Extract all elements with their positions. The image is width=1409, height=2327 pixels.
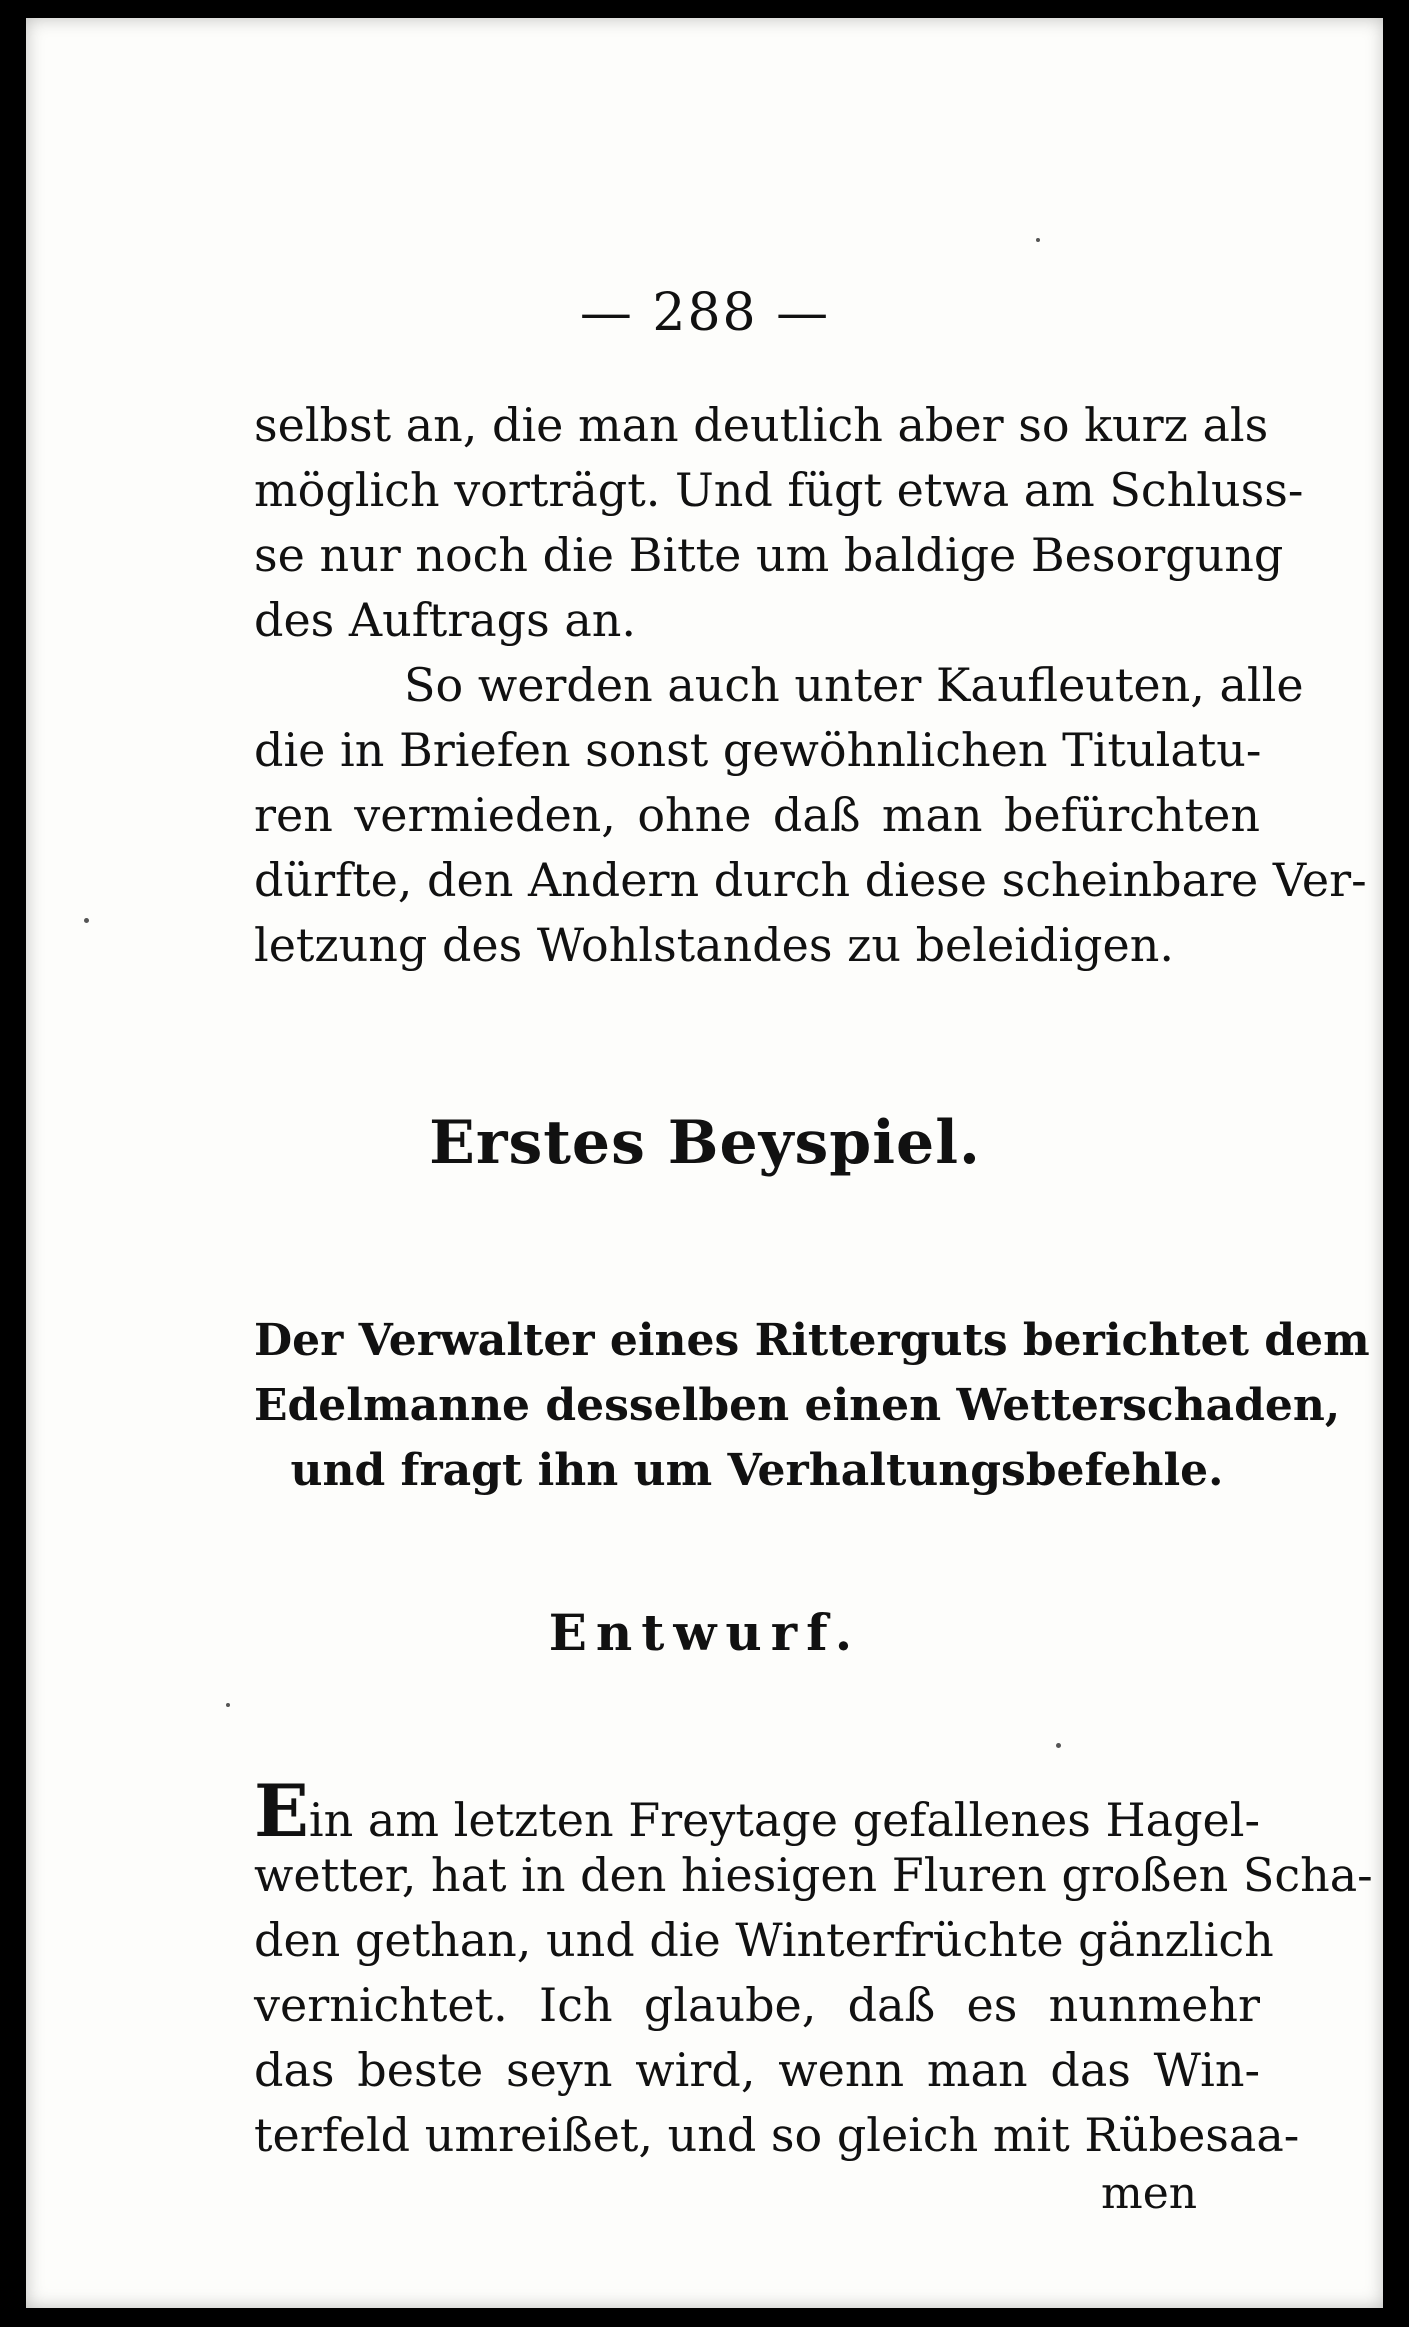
letter-body	[254, 1768, 1373, 2168]
text-line: möglich vorträgt. Und fügt etwa am Schluss-	[254, 463, 1304, 517]
text-line: terfeld umreißet, und so gleich mit Rübesaa-	[254, 2108, 1300, 2162]
text-line	[254, 1768, 1260, 1853]
paper-speck	[226, 1703, 230, 1707]
text-line: vernichtet. Ich glaube, daß es nunmehr	[254, 1978, 1260, 2032]
scan-border	[1383, 0, 1409, 2327]
text-line: die in Briefen sonst gewöhnlichen Titulatu-	[254, 723, 1262, 777]
letter-subject	[254, 1308, 1370, 1503]
subject-line: Der Verwalter eines Ritterguts berichtet dem	[254, 1315, 1370, 1366]
book-page	[26, 18, 1384, 2308]
text-line: So werden auch unter Kaufleuten, alle	[404, 658, 1304, 712]
page-number: — 288 —	[579, 283, 831, 343]
paragraph-1	[254, 393, 1304, 653]
paragraph-2	[254, 653, 1367, 978]
text-line: dürfte, den Andern durch diese scheinbare Ver-	[254, 853, 1367, 907]
text-line: wetter, hat in den hiesigen Fluren großen Scha-	[254, 1848, 1373, 1902]
subject-line: und fragt ihn um Verhaltungsbefehle.	[290, 1445, 1224, 1496]
text-line: das beste seyn wird, wenn man das Win-	[254, 2043, 1260, 2097]
paper-speck	[84, 918, 89, 923]
text-line: selbst an, die man deutlich aber so kurz als	[254, 398, 1269, 452]
drop-cap: E	[254, 1768, 309, 1853]
catchword: men	[1101, 2168, 1198, 2219]
paper-speck	[1036, 238, 1040, 242]
text-line: ren vermieden, ohne daß man befürchten	[254, 788, 1260, 842]
example-heading: Erstes Beyspiel.	[429, 1108, 981, 1178]
draft-heading: Entwurf.	[548, 1603, 862, 1662]
text-line: se nur noch die Bitte um baldige Besorgung	[254, 528, 1284, 582]
text-line: letzung des Wohlstandes zu beleidigen.	[254, 918, 1174, 972]
subject-line: Edelmanne desselben einen Wetterschaden,	[254, 1380, 1341, 1431]
text-line: des Auftrags an.	[254, 593, 637, 647]
text-line-rest: in am letzten Freytage gefallenes Hagel-	[308, 1793, 1260, 1847]
text-line: den gethan, und die Winterfrüchte gänzlich	[254, 1913, 1274, 1967]
paper-speck	[1056, 1743, 1061, 1748]
